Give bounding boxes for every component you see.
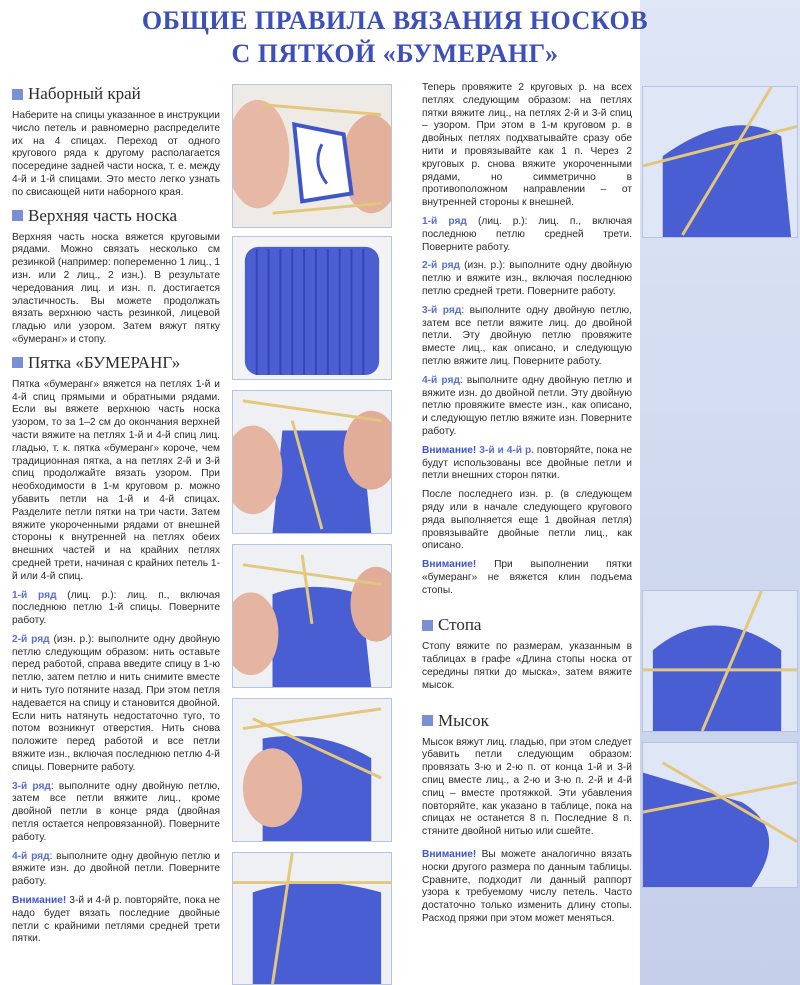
warning-sizes: Внимание! Вы можете аналогично вязать носки другого размера по данным таблицы. Сравните, подходит ли данный раппорт узора к требуемому числу петель. Часто достаточно только изменить длину стопы. Расход пряжи при этом может меняться. (422, 849, 632, 925)
bullet-square-icon (12, 89, 23, 100)
photo-heel-step-2 (232, 544, 392, 688)
photo-heel-step-1 (232, 390, 392, 534)
paragraph-sock-top: Верхняя часть носка вяжется круговыми рядами. Можно связать несколько см резинкой (например: попеременно 1 лиц., 1 изн. или 2 лиц., 2 изн.). В результате чередования лиц. и изн. п. достигается эластичность. Вы можете продолжать вязать верхнюю часть резинкой, лицевой гладью или узором. Затем вяжут пятку «бумеранг» и стопу. (12, 231, 220, 345)
paragraph-toe: Мысок вяжут лиц. гладью, при этом следует убавить петли следующим образом: провязать 3-ю и 2-ю п. от конца 1-й и 3-й спиц вместе лиц., а 2-ю и 3-ю п. 2-й и 4-й спиц – вместе протяжкой. Эти убавления повторяйте, как указано в таблице, пока на спицах не останется 8 п. Последние 8 п. стяните двойной нитью или сшейте. (422, 736, 632, 838)
heel-row-4: 4-й ряд: выполните одну двойную петлю и вяжите изн. до двойной петли. Поверните работу. (12, 850, 220, 888)
heading-sock-top: Верхняя часть носка (12, 206, 220, 226)
paragraph-intro: Теперь провяжите 2 круговых р. на всех петлях следующим образом: на петлях пятки вяжите лиц., на петлях 2-й и 3-й спиц – узором. При этом в 1-м круговом р. в двойных петлях подхватывайте сразу обе нити и провязывайте как 1 п. Через 2 круговых р. снова вяжите укороченными рядами, но симметрично в противоположном направлении – от внутренней стороны к внешней. (422, 82, 632, 209)
heel-row-2: 2-й ряд (изн. р.): выполните одну двойную петлю следующим образом: нить оставьте перед работой, справа введите спицу в 1-ю петлю, затем петлю и нить снимите вместе и нить туго потяните назад. При этом петля надевается на спицу и становится двойной. Если нить натянуть недостаточно туго, то потом возникнут отверстия. Нить снова положите перед работой и все петли вяжите изн., включая последнюю петлю 4-й спицы. Поверните работу. (12, 633, 220, 773)
heading-toe: Мысок (422, 711, 632, 731)
heel-row-3: 3-й ряд: выполните одну двойную петлю, затем все петли вяжите лиц., кроме двойной петли в конце ряда (двойная петля остается непровязанной). Поверните работу. (12, 780, 220, 843)
warning-gusset: Внимание! При выполнении пятки «бумеранг» не вяжется клин подъема стопы. (422, 559, 632, 596)
bullet-square-icon (422, 620, 433, 631)
heel-warning: Внимание! 3-й и 4-й р. повторяйте, пока не надо будет вязать последние двойные петли с крайними петлями средней трети пятки. (12, 895, 220, 945)
left-text-column (12, 82, 220, 952)
photo-sock-top (232, 236, 392, 380)
heading-cast-on: Наборный край (12, 84, 220, 104)
photo-heel-step-4 (232, 852, 392, 985)
heel2-row-4: 4-й ряд: выполните одну двойную петлю и вяжите изн. до двойной петли. Эту двойную петлю провяжите вместе изн., как описано, и следующую петлю вяжите изн. Поверните работу. (422, 374, 633, 437)
photo-toe (642, 742, 798, 888)
photo-foot (642, 590, 798, 732)
heading-foot: Стопа (422, 615, 632, 635)
heel2-row-3: 3-й ряд: выполните одну двойную петлю, затем все петли вяжите лиц. до двойной петли. Эту двойную петлю провяжите вместе лиц., как описано, и следующую петлю вяжите лиц. Поверните работу. (422, 304, 633, 367)
page-title (80, 4, 710, 70)
photo-heel-step-3 (232, 698, 392, 842)
heel2-row-1: 1-й ряд (лиц. р.): лиц. п., включая последнюю петлю средней трети. Поверните работу. (422, 215, 632, 253)
warning-repeat: Внимание! 3-й и 4-й р. повторяйте, пока не будут использованы все двойные петли и петли внешних сторон пятки. (422, 444, 632, 482)
heel-row-1: 1-й ряд (лиц. р.): лиц. п., включая последнюю петлю 1-й спицы. Поверните работу. (12, 589, 220, 627)
paragraph-after: После последнего изн. р. (в следующем ряду или в начале следующего кругового ряда выполняется еще 1 двойная петля) провязывайте двойные петли лиц., как описано. (422, 489, 632, 552)
title-line-1: ОБЩИЕ ПРАВИЛА ВЯЗАНИЯ НОСКОВ (141, 6, 649, 35)
photo-heel-turn (642, 86, 798, 238)
bullet-square-icon (12, 357, 23, 368)
heading-heel: Пятка «БУМЕРАНГ» (12, 353, 220, 373)
bullet-square-icon (422, 715, 433, 726)
heel2-row-2: 2-й ряд (изн. р.): выполните одну двойную петлю и вяжите изн., включая последнюю петлю средней трети. Поверните работу. (422, 260, 632, 297)
middle-text-column (422, 82, 632, 932)
bullet-square-icon (12, 210, 23, 221)
photo-cast-on (232, 84, 392, 228)
paragraph-foot: Стопу вяжите по размерам, указанным в таблицах в графе «Длина стопы носка от середины пятки до мыска», затем вяжите мысок. (422, 641, 632, 691)
paragraph-heel: Пятка «бумеранг» вяжется на петлях 1-й и 4-й спиц прямыми и обратными рядами. Если вы вяжете верхнюю часть носка узором, то за 1–2 см до окончания верхней части вяжите на петлях 1-й и 4-й спиц лиц. гладью, т. к. пятка «бумеранг» короче, чем традиционная пятка, а на петлях 2-й и 3-й спиц продолжайте вязать узором. При необходимости в 1-м круговом р. можно убавить петли на 1-й и 4-й спицах. Разделите петли пятки на три части. Затем вяжите укороченными рядами от внешней стороны к внутренней на петлях обеих внешних частей и на крайних петлях средней трети, начиная с крайних петель 1-й или 4-й спиц. (12, 378, 220, 582)
title-line-2: С ПЯТКОЙ «БУМЕРАНГ» (231, 39, 559, 68)
paragraph-cast-on: Наберите на спицы указанное в инструкции число петель и равномерно распределите их на 4 спицах. Переход от одного кругового ряда к другому располагается посередине задней части носка, т. е. между 4-й и 1-й спицами. Это место легко узнать по свисающей нити наборного края. (12, 110, 220, 198)
